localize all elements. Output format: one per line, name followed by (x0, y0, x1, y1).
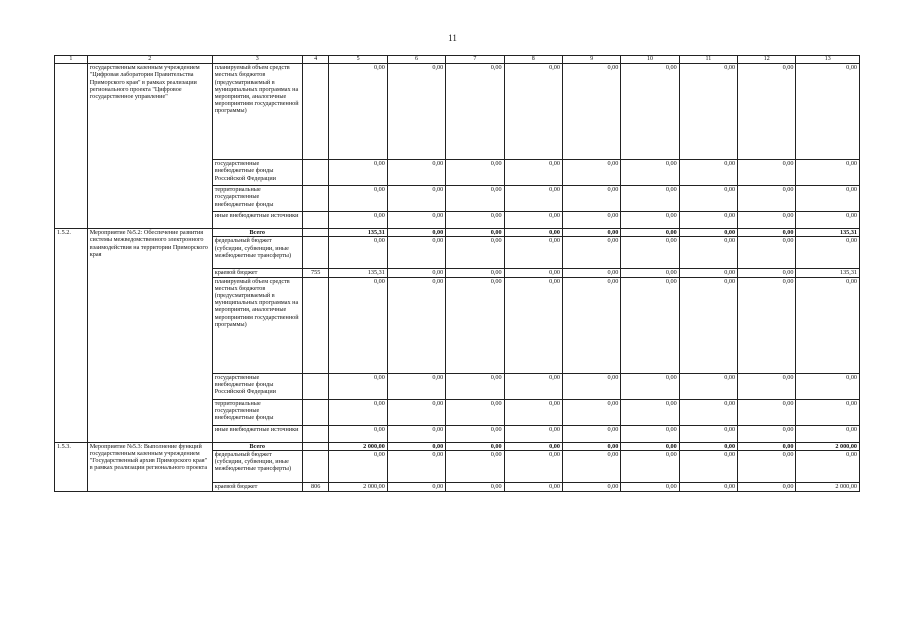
amount-cell: 0,00 (329, 277, 387, 373)
amount-cell: 0,00 (796, 64, 860, 160)
amount-cell: 0,00 (387, 450, 445, 482)
amount-cell: 0,00 (796, 186, 860, 212)
funding-source: краевой бюджет (212, 482, 302, 491)
column-header: 4 (302, 56, 329, 64)
amount-cell: 0,00 (562, 237, 620, 269)
amount-cell: 0,00 (329, 373, 387, 399)
funding-source: иные внебюджетные источники (212, 425, 302, 442)
amount-cell: 0,00 (796, 399, 860, 425)
column-header: 11 (679, 56, 737, 64)
amount-cell: 2 000,00 (329, 482, 387, 491)
column-header: 3 (212, 56, 302, 64)
amount-cell: 0,00 (738, 277, 796, 373)
amount-cell: 0,00 (621, 277, 679, 373)
budget-code (302, 442, 329, 450)
amount-cell: 0,00 (504, 373, 562, 399)
amount-cell: 0,00 (387, 442, 445, 450)
budget-code: 755 (302, 269, 329, 277)
amount-cell: 0,00 (621, 399, 679, 425)
amount-cell: 0,00 (738, 373, 796, 399)
budget-table (54, 55, 860, 492)
amount-cell: 0,00 (504, 442, 562, 450)
funding-source: краевой бюджет (212, 269, 302, 277)
amount-cell: 0,00 (796, 237, 860, 269)
amount-cell: 0,00 (679, 399, 737, 425)
amount-cell: 0,00 (329, 450, 387, 482)
table-row (55, 64, 860, 160)
amount-cell: 0,00 (562, 160, 620, 186)
budget-code (302, 160, 329, 186)
item-name: Мероприятие №5.2: Обеспечение развития системы межведомственного электронного взаимодействия на территории Приморского края (87, 229, 212, 442)
amount-cell: 0,00 (738, 212, 796, 229)
amount-cell: 0,00 (679, 212, 737, 229)
funding-source: Всего (212, 229, 302, 237)
budget-code: 806 (302, 482, 329, 491)
amount-cell: 0,00 (562, 64, 620, 160)
amount-cell: 0,00 (621, 269, 679, 277)
amount-cell: 0,00 (621, 229, 679, 237)
column-header: 8 (504, 56, 562, 64)
amount-cell: 0,00 (504, 229, 562, 237)
column-header: 7 (446, 56, 504, 64)
amount-cell: 0,00 (329, 237, 387, 269)
amount-cell: 0,00 (621, 237, 679, 269)
amount-cell: 0,00 (796, 212, 860, 229)
amount-cell: 0,00 (738, 442, 796, 450)
funding-source: государственные внебюджетные фонды Российской Федерации (212, 160, 302, 186)
amount-cell: 0,00 (738, 482, 796, 491)
amount-cell: 0,00 (679, 186, 737, 212)
amount-cell: 0,00 (679, 160, 737, 186)
column-header: 13 (796, 56, 860, 64)
budget-code (302, 64, 329, 160)
amount-cell: 0,00 (621, 482, 679, 491)
amount-cell: 0,00 (387, 269, 445, 277)
funding-source: иные внебюджетные источники (212, 212, 302, 229)
funding-source: планируемый объем средств местных бюджетов (предусматриваемый в муниципальных программах на мероприятия, аналогичные мероприятиям государственной программы) (212, 277, 302, 373)
amount-cell: 0,00 (387, 212, 445, 229)
amount-cell: 0,00 (621, 64, 679, 160)
amount-cell: 0,00 (387, 482, 445, 491)
budget-code (302, 373, 329, 399)
amount-cell: 0,00 (504, 212, 562, 229)
amount-cell: 0,00 (738, 237, 796, 269)
amount-cell: 0,00 (562, 442, 620, 450)
amount-cell: 0,00 (504, 160, 562, 186)
amount-cell: 0,00 (329, 160, 387, 186)
funding-source: федеральный бюджет (субсидии, субвенции, иные межбюджетные трансферты) (212, 237, 302, 269)
amount-cell: 135,31 (329, 229, 387, 237)
amount-cell: 0,00 (504, 425, 562, 442)
amount-cell: 0,00 (621, 160, 679, 186)
amount-cell: 0,00 (562, 399, 620, 425)
amount-cell: 0,00 (679, 482, 737, 491)
amount-cell: 0,00 (446, 373, 504, 399)
amount-cell: 0,00 (329, 425, 387, 442)
amount-cell: 0,00 (446, 450, 504, 482)
amount-cell: 2 000,00 (329, 442, 387, 450)
amount-cell: 0,00 (387, 425, 445, 442)
page-number: 11 (448, 33, 457, 43)
amount-cell: 135,31 (329, 269, 387, 277)
amount-cell: 0,00 (796, 425, 860, 442)
amount-cell: 0,00 (738, 186, 796, 212)
amount-cell: 0,00 (738, 269, 796, 277)
amount-cell: 0,00 (504, 482, 562, 491)
amount-cell: 0,00 (387, 399, 445, 425)
item-name: государственным казенным учреждением "Цифровая лаборатория Правительства Приморского края" в рамках реализации регионального проекта "Цифровое государственное управление" (87, 64, 212, 229)
amount-cell: 0,00 (796, 160, 860, 186)
budget-code (302, 212, 329, 229)
amount-cell: 0,00 (796, 373, 860, 399)
budget-code (302, 229, 329, 237)
amount-cell: 0,00 (621, 186, 679, 212)
funding-source: Всего (212, 442, 302, 450)
amount-cell: 0,00 (504, 450, 562, 482)
amount-cell: 0,00 (679, 442, 737, 450)
amount-cell: 0,00 (562, 450, 620, 482)
funding-source: федеральный бюджет (субсидии, субвенции, иные межбюджетные трансферты) (212, 450, 302, 482)
amount-cell: 0,00 (504, 186, 562, 212)
column-header: 2 (87, 56, 212, 64)
amount-cell: 0,00 (562, 277, 620, 373)
amount-cell: 0,00 (679, 269, 737, 277)
amount-cell: 0,00 (796, 450, 860, 482)
amount-cell: 2 000,00 (796, 442, 860, 450)
column-number-header (55, 56, 860, 64)
column-header: 6 (387, 56, 445, 64)
budget-code (302, 399, 329, 425)
table-row (55, 442, 860, 450)
amount-cell: 0,00 (446, 399, 504, 425)
amount-cell: 135,31 (796, 229, 860, 237)
amount-cell: 0,00 (387, 186, 445, 212)
funding-source: планируемый объем средств местных бюджетов (предусматриваемый в муниципальных программах на мероприятия, аналогичные мероприятиям государственной программы) (212, 64, 302, 160)
amount-cell: 0,00 (446, 425, 504, 442)
amount-cell: 0,00 (387, 237, 445, 269)
amount-cell: 0,00 (562, 229, 620, 237)
column-header: 12 (738, 56, 796, 64)
amount-cell: 0,00 (446, 229, 504, 237)
budget-code (302, 186, 329, 212)
amount-cell: 0,00 (562, 425, 620, 442)
amount-cell: 0,00 (621, 450, 679, 482)
amount-cell: 0,00 (329, 212, 387, 229)
amount-cell: 0,00 (446, 269, 504, 277)
amount-cell: 0,00 (387, 160, 445, 186)
amount-cell: 0,00 (562, 269, 620, 277)
amount-cell: 0,00 (504, 277, 562, 373)
amount-cell: 0,00 (679, 229, 737, 237)
amount-cell: 0,00 (329, 64, 387, 160)
amount-cell: 0,00 (446, 64, 504, 160)
amount-cell: 0,00 (387, 277, 445, 373)
item-name: Мероприятие №5.3: Выполнение функций государственным казенным учреждением "Государственный архив Приморского края" в рамках реализации регионального проекта (87, 442, 212, 491)
amount-cell: 0,00 (562, 186, 620, 212)
item-number: 1.5.2. (55, 229, 88, 442)
budget-code (302, 425, 329, 442)
amount-cell: 0,00 (446, 160, 504, 186)
amount-cell: 0,00 (562, 482, 620, 491)
amount-cell: 0,00 (738, 160, 796, 186)
amount-cell: 0,00 (504, 269, 562, 277)
amount-cell: 0,00 (387, 64, 445, 160)
item-number: 1.5.3. (55, 442, 88, 491)
table-row (55, 229, 860, 237)
amount-cell: 0,00 (738, 425, 796, 442)
funding-source: территориальные государственные внебюджетные фонды (212, 399, 302, 425)
amount-cell: 0,00 (387, 373, 445, 399)
funding-source: государственные внебюджетные фонды Российской Федерации (212, 373, 302, 399)
amount-cell: 0,00 (738, 450, 796, 482)
amount-cell: 0,00 (621, 425, 679, 442)
amount-cell: 0,00 (562, 212, 620, 229)
amount-cell: 0,00 (679, 277, 737, 373)
column-header: 1 (55, 56, 88, 64)
amount-cell: 135,31 (796, 269, 860, 277)
amount-cell: 2 000,00 (796, 482, 860, 491)
amount-cell: 0,00 (504, 237, 562, 269)
amount-cell: 0,00 (738, 64, 796, 160)
funding-source: территориальные государственные внебюджетные фонды (212, 186, 302, 212)
amount-cell: 0,00 (738, 229, 796, 237)
budget-code (302, 237, 329, 269)
amount-cell: 0,00 (796, 277, 860, 373)
amount-cell: 0,00 (387, 229, 445, 237)
amount-cell: 0,00 (446, 212, 504, 229)
amount-cell: 0,00 (679, 425, 737, 442)
amount-cell: 0,00 (738, 399, 796, 425)
budget-code (302, 450, 329, 482)
amount-cell: 0,00 (446, 277, 504, 373)
column-header: 10 (621, 56, 679, 64)
amount-cell: 0,00 (446, 442, 504, 450)
amount-cell: 0,00 (562, 373, 620, 399)
amount-cell: 0,00 (446, 237, 504, 269)
amount-cell: 0,00 (679, 450, 737, 482)
amount-cell: 0,00 (504, 64, 562, 160)
amount-cell: 0,00 (679, 373, 737, 399)
item-number (55, 64, 88, 229)
amount-cell: 0,00 (446, 482, 504, 491)
amount-cell: 0,00 (446, 186, 504, 212)
amount-cell: 0,00 (621, 442, 679, 450)
amount-cell: 0,00 (621, 373, 679, 399)
amount-cell: 0,00 (504, 399, 562, 425)
amount-cell: 0,00 (329, 399, 387, 425)
budget-code (302, 277, 329, 373)
amount-cell: 0,00 (679, 64, 737, 160)
column-header: 9 (562, 56, 620, 64)
amount-cell: 0,00 (621, 212, 679, 229)
column-header: 5 (329, 56, 387, 64)
amount-cell: 0,00 (329, 186, 387, 212)
amount-cell: 0,00 (679, 237, 737, 269)
